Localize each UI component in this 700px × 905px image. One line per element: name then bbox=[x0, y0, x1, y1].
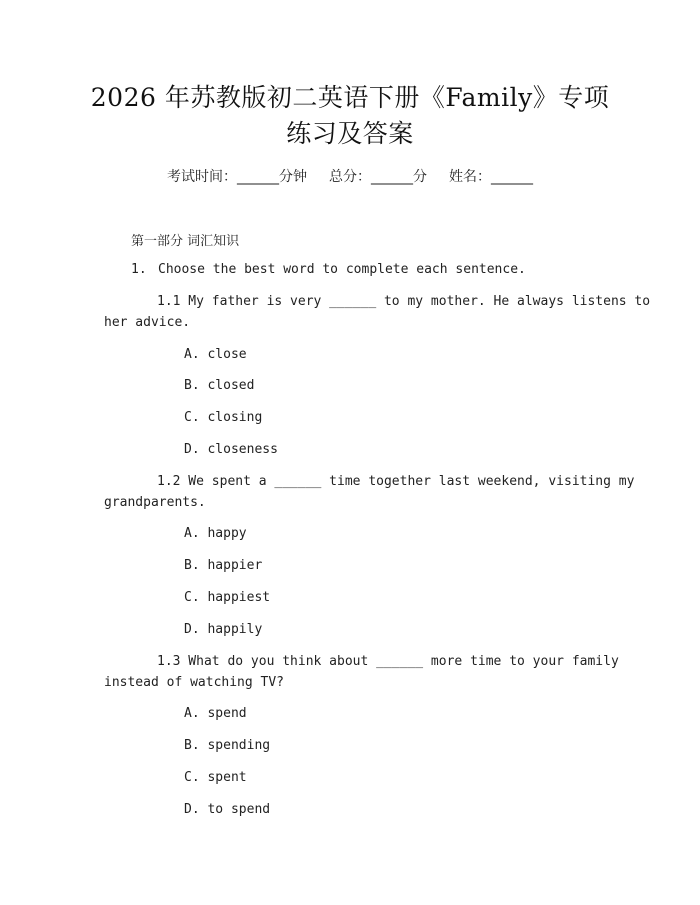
question-item-1-1-line-2: her advice. bbox=[104, 315, 191, 330]
option-1-1-a: A. close bbox=[184, 347, 247, 362]
exam-time: 考试时间：______分钟 bbox=[167, 169, 307, 185]
option-1-2-a: A. happy bbox=[184, 526, 247, 541]
option-1-1-c: C. closing bbox=[184, 410, 263, 425]
option-1-3-d: D. to spend bbox=[184, 802, 271, 817]
option-1-2-b: B. happier bbox=[184, 558, 263, 573]
exam-total-score: 总分：______分 bbox=[329, 169, 427, 185]
question-instruction: Choose the best word to complete each sentence. bbox=[158, 262, 526, 277]
page-title-line-1: 2026 年苏教版初二英语下册《Family》专项 bbox=[90, 83, 610, 112]
page-title-line-2: 练习及答案 bbox=[286, 119, 414, 148]
question-item-1-3-line-2: instead of watching TV? bbox=[104, 675, 285, 690]
question-item-1-1-line-1: 1.1 My father is very ______ to my mother. He always listens to bbox=[157, 294, 651, 309]
question-item-1-2-line-2: grandparents. bbox=[104, 495, 206, 510]
option-1-3-c: C. spent bbox=[184, 770, 247, 785]
option-1-1-d: D. closeness bbox=[184, 442, 278, 457]
option-1-2-d: D. happily bbox=[184, 622, 263, 637]
option-1-1-b: B. closed bbox=[184, 378, 255, 393]
question-item-1-3-line-1: 1.3 What do you think about ______ more time to your family bbox=[157, 654, 619, 669]
section-title: 第一部分 词汇知识 bbox=[131, 234, 240, 249]
exam-student-name: 姓名：______ bbox=[449, 169, 533, 185]
question-number: 1. bbox=[131, 262, 147, 277]
option-1-3-b: B. spending bbox=[184, 738, 271, 753]
option-1-3-a: A. spend bbox=[184, 706, 247, 721]
option-1-2-c: C. happiest bbox=[184, 590, 271, 605]
exam-info bbox=[0, 166, 700, 186]
question-item-1-2-line-1: 1.2 We spent a ______ time together last weekend, visiting my bbox=[157, 474, 635, 489]
